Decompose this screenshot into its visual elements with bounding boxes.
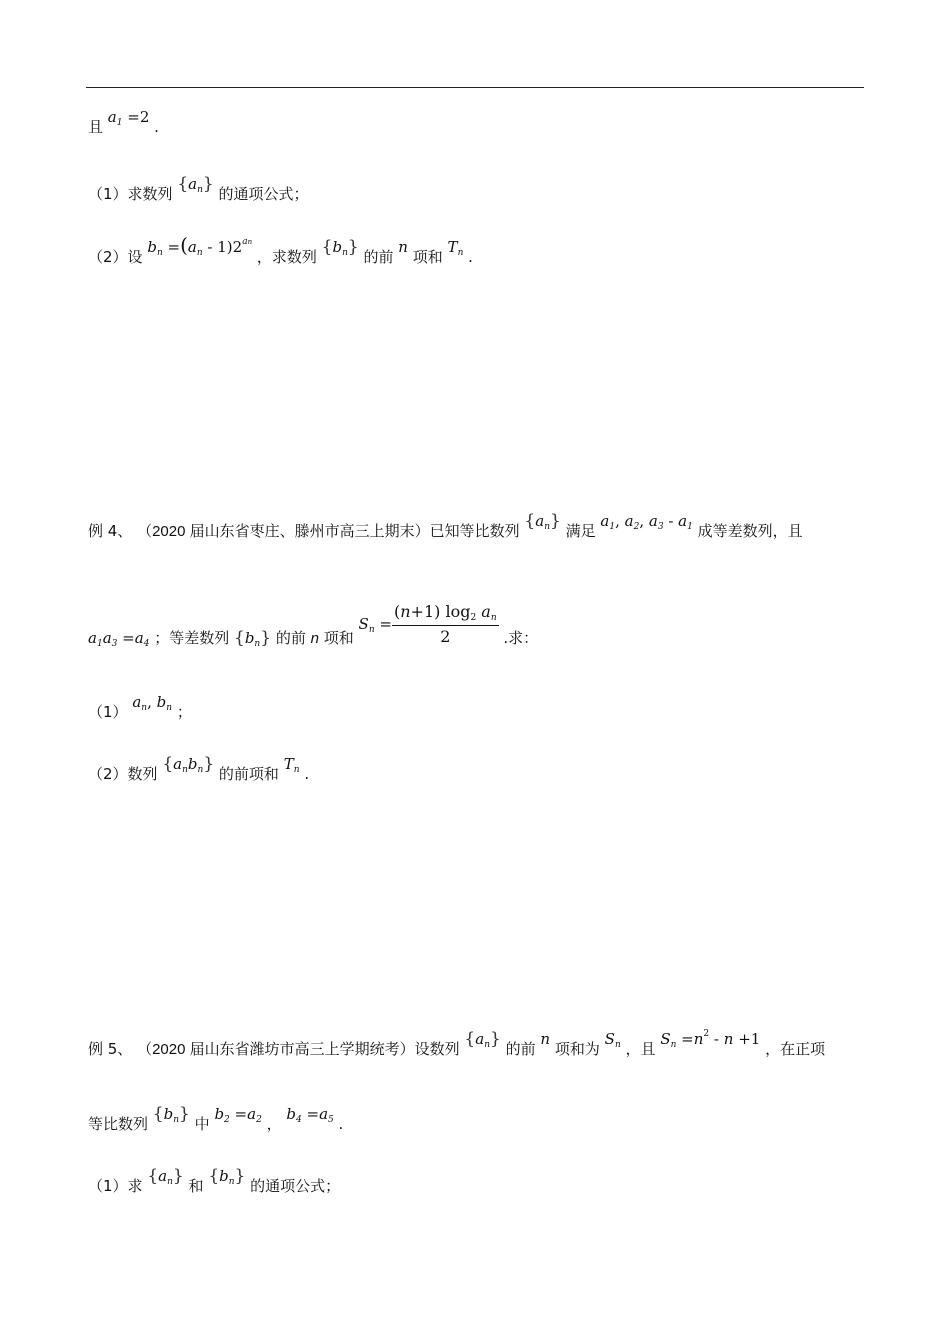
example4-line1	[88, 511, 803, 542]
text: 中	[194, 1115, 210, 1133]
text: 的前	[363, 248, 394, 266]
example4-line2	[88, 602, 539, 659]
formula-Tn: $T_n$	[283, 755, 300, 775]
text-n: n	[310, 630, 319, 647]
text: 成等差数列，且	[697, 522, 803, 540]
text: .	[338, 1115, 344, 1133]
formula-Sn: $S_n$	[604, 1030, 621, 1050]
text: 项和	[412, 248, 443, 266]
example-label: 例 4、	[88, 522, 133, 540]
example4-q1	[88, 693, 192, 723]
formula-Sn-frac: $S_n$ = $\frac{(n+1) \log_2 a_n}{2}$	[358, 602, 497, 646]
formula-seq-bn: $\{b_n\}$	[233, 628, 272, 649]
formula-a1a3-eq-a4: $a_1a_3 =a_4$	[88, 629, 150, 649]
question-label: （1）求数列	[88, 185, 173, 203]
text: 的前	[275, 629, 306, 647]
text: .	[304, 765, 310, 783]
formula-b2-eq-a2: $b_2 =a_2$	[214, 1105, 262, 1125]
formula-an-bn: $a_n$, $b_n$	[132, 693, 173, 713]
formula-seq-an: $\{a_n\}$	[147, 1166, 184, 1187]
formula-seq-an: $\{a_n\}$	[464, 1029, 501, 1050]
text: ；等差数列	[154, 629, 230, 647]
formula-seq-an: $\{a_n\}$	[177, 174, 214, 195]
text: 项和为	[554, 1040, 600, 1058]
example-label: 例 5、	[88, 1040, 133, 1058]
formula-n: n	[540, 1030, 551, 1048]
text: 和	[188, 1177, 204, 1195]
text: 的前	[505, 1040, 536, 1058]
text: ，在正项	[765, 1040, 826, 1058]
text: .	[154, 118, 159, 136]
formula-bn-def: $b_n =(a_n - 1)2^{an}$	[147, 233, 253, 258]
formula-Sn-def: $S_n =n^2 - n +1$	[660, 1029, 761, 1050]
question-label: （2）数列	[88, 765, 158, 783]
formula-seq-an: $\{a_n\}$	[524, 511, 561, 532]
header-rule	[86, 87, 864, 88]
block1-line1	[88, 108, 159, 138]
formula-seq-anbn: $\{a_nb_n\}$	[162, 754, 215, 775]
text: .求：	[503, 629, 539, 647]
text: 项和	[323, 629, 354, 647]
formula-b4-eq-a5: $b_4 =a_5$	[286, 1105, 334, 1125]
question-label: （1）求	[88, 1177, 143, 1195]
formula-a1-a2-a3-minus-a1: $a_1$, $a_2$, $a_3 - a_1$	[600, 512, 693, 532]
formula-seq-bn: $\{b_n\}$	[321, 237, 359, 258]
fraction: $\frac{(n+1) \log_2 a_n}{2}$	[393, 602, 497, 646]
formula-a1-eq-2: $a_1 =2$	[107, 108, 150, 128]
formula-seq-bn: $\{b_n\}$	[208, 1166, 246, 1187]
block1-q1	[88, 174, 309, 205]
example5-line2	[88, 1104, 344, 1135]
formula-n: n	[398, 238, 408, 256]
text: 满足	[565, 522, 596, 540]
text: ，且	[625, 1040, 656, 1058]
example5-line1	[88, 1029, 826, 1060]
text: ，求数列	[256, 248, 317, 266]
formula-seq-bn: $\{b_n\}$	[152, 1104, 190, 1125]
example-source: （2020 届山东省枣庄、滕州市高三上期末）已知等比数列	[137, 523, 520, 540]
text: ，	[266, 1115, 282, 1133]
example5-q1	[88, 1166, 341, 1197]
block1-q2	[88, 233, 473, 268]
example-source: （2020 届山东省潍坊市高三上学期统考）设数列	[137, 1041, 460, 1058]
question-label: （2）设	[88, 248, 143, 266]
text: 的通项公式；	[218, 185, 309, 203]
text: .	[468, 248, 473, 266]
example4-q2	[88, 754, 310, 785]
question-label: （1）	[88, 703, 128, 721]
text: ；	[176, 703, 192, 721]
text: 的前项和	[218, 765, 279, 783]
text: 且	[88, 118, 104, 136]
text: 的通项公式；	[250, 1177, 341, 1195]
formula-Tn: $T_n$	[447, 238, 464, 258]
text: 等比数列	[88, 1115, 149, 1133]
